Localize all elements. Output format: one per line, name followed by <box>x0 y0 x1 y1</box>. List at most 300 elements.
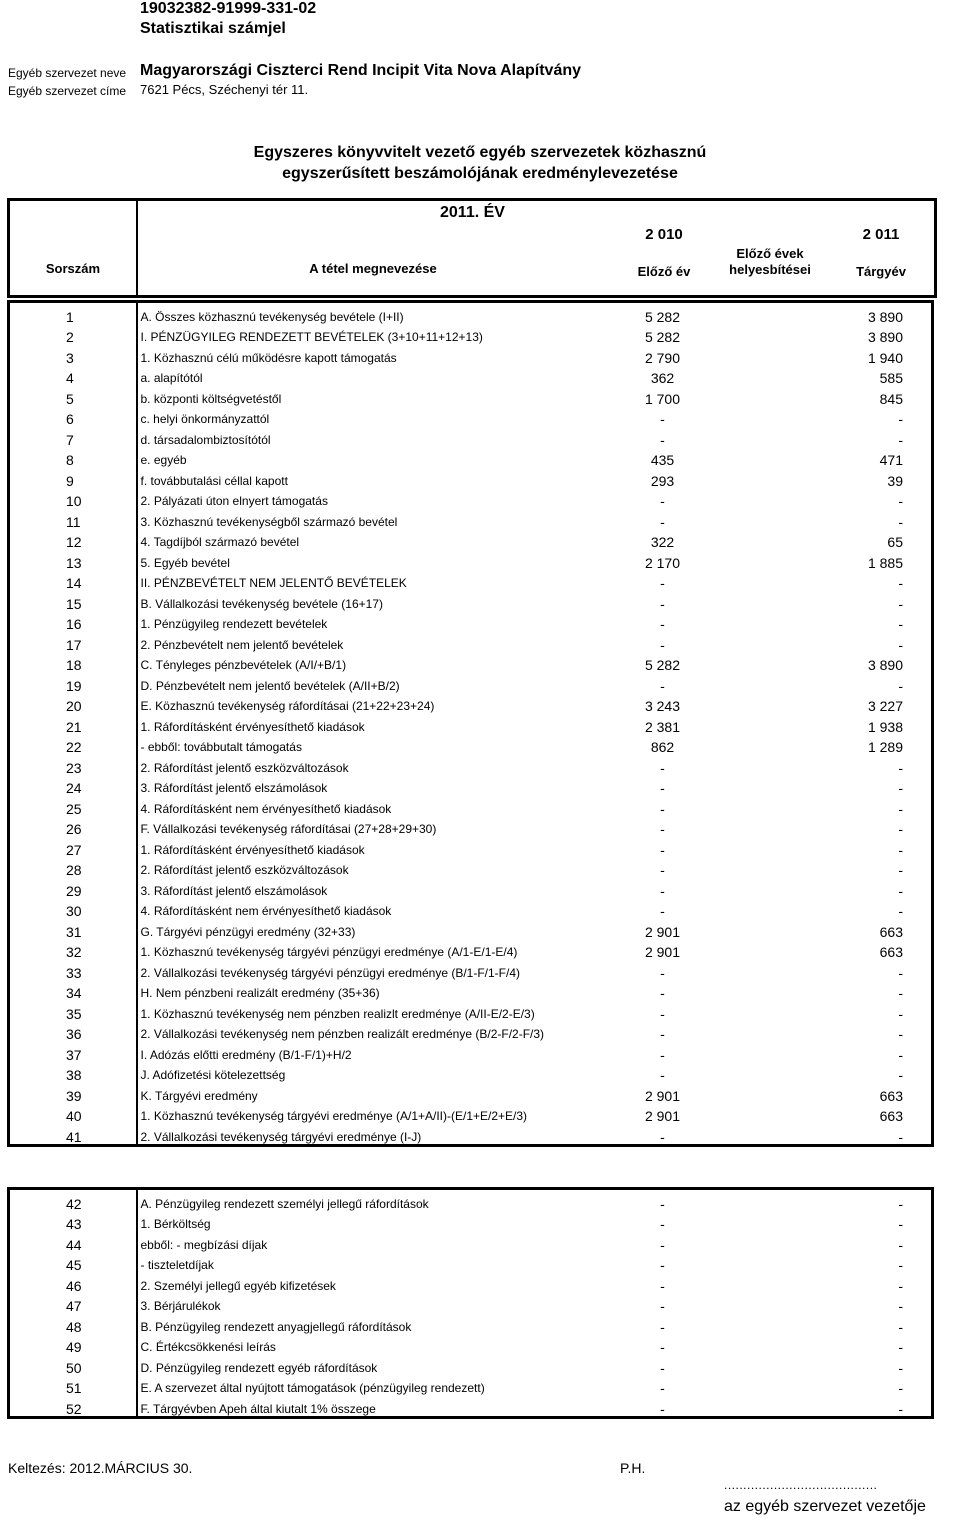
row-number: 34 <box>9 980 137 1001</box>
table-row <box>9 693 933 714</box>
row-current-value: - <box>898 759 903 776</box>
org-name-label: Egyéb szervezet neve <box>8 66 127 80</box>
row-current-value: 3 890 <box>867 329 903 345</box>
row-label: G. Tárgyévi pénzügyi eredmény (32+33) <box>140 924 356 939</box>
table-row <box>9 754 933 775</box>
row-number: 52 <box>9 1395 137 1417</box>
row-current-value: - <box>898 1046 903 1063</box>
table-row <box>9 344 933 365</box>
row-prev-value: - <box>660 1067 665 1083</box>
row-current-value: 65 <box>887 534 903 550</box>
row-correction-value <box>719 918 824 939</box>
row-correction-value <box>719 1395 824 1417</box>
row-label: 2. Pályázati úton elnyert támogatás <box>140 494 328 508</box>
table-row <box>9 980 933 1001</box>
row-correction-value <box>719 1375 824 1396</box>
row-current-value: - <box>898 1026 903 1042</box>
report-title-line1: Egyszeres könyvvitelt vezető egyéb szervezetek közhasznú <box>253 144 707 161</box>
row-number: 11 <box>9 508 137 529</box>
row-number: 3 <box>9 344 137 365</box>
row-correction-value <box>719 344 824 365</box>
row-prev-value: - <box>660 1128 665 1145</box>
row-number: 14 <box>9 570 137 591</box>
row-current-value: 1 289 <box>867 739 903 755</box>
row-number: 12 <box>9 529 137 550</box>
row-label: I. Adózás előtti eredmény (B/1-F/1)+H/2 <box>140 1047 352 1062</box>
row-correction-value <box>719 652 824 673</box>
row-prev-value: - <box>660 677 665 694</box>
row-number: 36 <box>9 1021 137 1042</box>
date-line: Keltezés: 2012.MÁRCIUS 30. <box>8 1460 193 1476</box>
table-row <box>9 898 933 919</box>
row-number: 13 <box>9 549 137 570</box>
row-correction-value <box>719 1062 824 1083</box>
row-current-value: 39 <box>887 472 903 489</box>
row-label: C. Értékcsökkenési leírás <box>140 1340 276 1354</box>
row-correction-value <box>719 980 824 1001</box>
row-prev-value: - <box>660 841 665 858</box>
row-current-value: 845 <box>879 390 903 407</box>
table-row <box>9 426 933 447</box>
row-current-value: - <box>898 1380 903 1396</box>
row-current-value: - <box>898 821 903 837</box>
row-correction-value <box>719 1041 824 1062</box>
row-correction-value <box>719 1334 824 1355</box>
org-name: Magyarországi Ciszterci Rend Incipit Vita Nova Alapítvány <box>140 62 582 79</box>
table-row <box>9 1062 933 1083</box>
table-row <box>9 302 933 324</box>
row-number: 23 <box>9 754 137 775</box>
table-row <box>9 1103 933 1124</box>
row-prev-value: 2 901 <box>644 923 681 940</box>
row-number: 5 <box>9 385 137 406</box>
row-number: 50 <box>9 1354 137 1375</box>
row-current-value: - <box>898 1195 903 1212</box>
row-number: 43 <box>9 1211 137 1232</box>
row-correction-value <box>719 734 824 755</box>
row-prev-value: 293 <box>650 472 675 489</box>
row-current-value: - <box>898 493 903 509</box>
header-divider <box>136 201 138 295</box>
row-number: 33 <box>9 959 137 980</box>
row-correction-value <box>719 488 824 509</box>
row-current-value: 1 938 <box>867 718 903 735</box>
report-title-line2: egyszerűsített beszámolójának eredménylevezetése <box>282 165 678 182</box>
row-correction-value <box>719 406 824 427</box>
row-number: 41 <box>9 1123 137 1145</box>
row-label: J. Adófizetési kötelezettség <box>140 1068 286 1082</box>
row-prev-value: - <box>660 1400 665 1417</box>
row-current-value: - <box>898 1277 903 1294</box>
row-correction-value <box>719 508 824 529</box>
row-label: 1. Ráfordításként érvényesíthető kiadások <box>140 842 365 857</box>
row-prev-value: - <box>660 903 665 919</box>
row-label: e. egyéb <box>140 453 187 467</box>
row-prev-value: 2 790 <box>644 349 681 366</box>
row-current-value: - <box>898 985 903 1001</box>
table-row <box>9 611 933 632</box>
row-number: 21 <box>9 713 137 734</box>
row-number: 30 <box>9 898 137 919</box>
row-label: 1. Közhasznú célú működésre kapott támogatás <box>140 350 397 365</box>
col-corr <box>715 246 825 278</box>
row-number: 31 <box>9 918 137 939</box>
row-current-value: - <box>898 964 903 981</box>
col-year-cur: 2 011 <box>862 226 900 243</box>
row-prev-value: 2 901 <box>644 944 681 960</box>
row-prev-value: - <box>660 1195 665 1212</box>
row-correction-value <box>719 1082 824 1103</box>
row-prev-value: 862 <box>650 739 675 755</box>
row-prev-value: - <box>660 1318 665 1335</box>
row-number: 9 <box>9 467 137 488</box>
table-row <box>9 549 933 570</box>
row-current-value: - <box>898 1128 903 1145</box>
row-correction-value <box>719 1000 824 1021</box>
row-number: 24 <box>9 775 137 796</box>
row-current-value: - <box>898 595 903 612</box>
row-label: 3. Ráfordítást jelentő elszámolások <box>140 883 328 898</box>
row-current-value: - <box>898 411 903 427</box>
row-prev-value: - <box>660 1005 665 1022</box>
row-correction-value <box>719 857 824 878</box>
row-correction-value <box>719 959 824 980</box>
row-correction-value <box>719 1313 824 1334</box>
row-label: H. Nem pénzbeni realizált eredmény (35+36) <box>140 986 380 1000</box>
row-number: 1 <box>9 302 137 324</box>
row-label: 1. Bérköltség <box>140 1217 211 1231</box>
row-correction-value <box>719 775 824 796</box>
row-number: 42 <box>9 1189 137 1211</box>
row-number: 28 <box>9 857 137 878</box>
row-number: 22 <box>9 734 137 755</box>
row-label: A. Összes közhasznú tevékenység bevétele (I+II) <box>140 309 404 324</box>
row-prev-value: - <box>660 964 665 981</box>
col-corr-line1: Előző évek <box>736 246 804 261</box>
col-cur: Tárgyév <box>856 264 906 279</box>
row-label: 2. Ráfordítást jelentő eszközváltozások <box>140 863 349 877</box>
row-current-value: - <box>898 1257 903 1273</box>
row-current-value: - <box>898 431 903 448</box>
row-prev-value: 322 <box>650 534 675 550</box>
row-label: C. Tényleges pénzbevételek (A/I/+B/1) <box>140 658 347 672</box>
row-label: - ebből: továbbutalt támogatás <box>140 740 302 754</box>
row-number: 49 <box>9 1334 137 1355</box>
row-current-value: - <box>898 575 903 591</box>
row-prev-value: 435 <box>650 452 675 468</box>
row-current-value: - <box>898 862 903 878</box>
year-heading: 2011. ÉV <box>440 204 505 221</box>
row-label: B. Pénzügyileg rendezett anyagjellegű ráfordítások <box>140 1319 412 1334</box>
table-row <box>9 1189 933 1211</box>
row-prev-value: - <box>660 411 665 427</box>
row-number: 25 <box>9 795 137 816</box>
table-row <box>9 590 933 611</box>
row-correction-value <box>719 1354 824 1375</box>
row-correction-value <box>719 1021 824 1042</box>
row-correction-value <box>719 385 824 406</box>
row-label: b. központi költségvetéstől <box>140 391 282 406</box>
row-label: c. helyi önkormányzattól <box>140 412 270 426</box>
row-current-value: - <box>898 1005 903 1022</box>
table-row <box>9 324 933 345</box>
table-row <box>9 877 933 898</box>
row-correction-value <box>719 1189 824 1211</box>
table-row <box>9 816 933 837</box>
row-label: 1. Pénzügyileg rendezett bevételek <box>140 617 328 631</box>
row-prev-value: - <box>660 780 665 796</box>
row-number: 7 <box>9 426 137 447</box>
col-sorszam: Sorszám <box>45 261 101 276</box>
row-current-value: - <box>898 513 903 530</box>
row-prev-value: - <box>660 800 665 817</box>
row-prev-value: 3 243 <box>644 698 681 714</box>
row-label: 2. Vállalkozási tevékenység tárgyévi pénzügyi eredménye (B/1-F/1-F/4) <box>140 965 521 980</box>
table-row <box>9 1082 933 1103</box>
row-label: E. A szervezet által nyújtott támogatások (pénzügyileg rendezett) <box>140 1381 485 1395</box>
row-correction-value <box>719 570 824 591</box>
table-row <box>9 385 933 406</box>
row-label: 1. Ráfordításként érvényesíthető kiadások <box>140 719 365 734</box>
row-prev-value: - <box>660 1216 665 1232</box>
row-label: - tiszteletdíjak <box>140 1258 214 1272</box>
row-prev-value: - <box>660 513 665 530</box>
row-prev-value: - <box>660 1277 665 1294</box>
table-row <box>9 1000 933 1021</box>
row-current-value: 663 <box>879 923 903 940</box>
row-prev-value: 2 901 <box>644 1087 681 1104</box>
row-number: 17 <box>9 631 137 652</box>
row-prev-value: - <box>660 1046 665 1063</box>
row-number: 15 <box>9 590 137 611</box>
row-label: 2. Vállalkozási tevékenység nem pénzben realizált eredménye (B/2-F/2-F/3) <box>140 1027 545 1041</box>
row-current-value: - <box>898 1236 903 1253</box>
table-row <box>9 529 933 550</box>
row-label: K. Tárgyévi eredmény <box>140 1088 258 1103</box>
table-row <box>9 1123 933 1145</box>
doc-type: Statisztikai számjel <box>140 20 286 37</box>
row-label: A. Pénzügyileg rendezett személyi jellegű ráfordítások <box>140 1196 429 1211</box>
row-correction-value <box>719 1272 824 1293</box>
row-label: 2. Pénzbevételt nem jelentő bevételek <box>140 637 344 652</box>
row-correction-value <box>719 1293 824 1314</box>
row-number: 48 <box>9 1313 137 1334</box>
row-correction-value <box>719 1211 824 1232</box>
row-prev-value: - <box>660 431 665 448</box>
row-prev-value: - <box>660 636 665 653</box>
row-number: 47 <box>9 1293 137 1314</box>
row-prev-value: - <box>660 1359 665 1376</box>
table-row <box>9 1252 933 1273</box>
row-prev-value: 5 282 <box>644 657 681 673</box>
row-label: 4. Tagdíjból származó bevétel <box>140 535 300 549</box>
row-prev-value: - <box>660 1257 665 1273</box>
row-number: 10 <box>9 488 137 509</box>
table-row <box>9 1231 933 1252</box>
row-number: 37 <box>9 1041 137 1062</box>
table-row <box>9 406 933 427</box>
row-current-value: - <box>898 1298 903 1314</box>
row-label: 1. Közhasznú tevékenység nem pénzben realizlt eredménye (A/II-E/2-E/3) <box>140 1006 535 1021</box>
row-correction-value <box>719 365 824 386</box>
row-number: 51 <box>9 1375 137 1396</box>
table-row <box>9 1395 933 1417</box>
row-current-value: - <box>898 677 903 694</box>
row-prev-value: - <box>660 821 665 837</box>
table-row <box>9 652 933 673</box>
row-current-value: - <box>898 1400 903 1417</box>
row-number: 4 <box>9 365 137 386</box>
stamp-label: P.H. <box>620 1460 646 1476</box>
row-label: 3. Közhasznú tevékenységből származó bevétel <box>140 514 398 529</box>
row-current-value: - <box>898 882 903 899</box>
row-correction-value <box>719 302 824 324</box>
row-prev-value: - <box>660 595 665 612</box>
table-row <box>9 447 933 468</box>
row-prev-value: - <box>660 493 665 509</box>
row-number: 44 <box>9 1231 137 1252</box>
row-current-value: 663 <box>879 944 903 960</box>
row-current-value: 3 890 <box>867 657 903 673</box>
row-prev-value: - <box>660 1236 665 1253</box>
row-label: ebből: - megbízási díjak <box>140 1237 268 1252</box>
row-prev-value: - <box>660 759 665 776</box>
expenses-table <box>7 1187 934 1419</box>
row-label: 2. Vállalkozási tevékenység tárgyévi eredménye (I-J) <box>140 1129 422 1144</box>
col-year-prev: 2 010 <box>645 226 683 243</box>
table-row <box>9 570 933 591</box>
col-tetel: A tétel megnevezése <box>309 261 437 276</box>
row-current-value: 1 885 <box>867 554 903 571</box>
row-current-value: 663 <box>879 1087 903 1104</box>
row-number: 45 <box>9 1252 137 1273</box>
row-correction-value <box>719 939 824 960</box>
row-current-value: 3 890 <box>867 308 903 325</box>
row-label: E. Közhasznú tevékenység ráfordításai (21+22+23+24) <box>140 699 435 713</box>
table-row <box>9 1211 933 1232</box>
row-label: 4. Ráfordításként nem érvényesíthető kiadások <box>140 801 392 816</box>
row-prev-value: - <box>660 575 665 591</box>
row-label: II. PÉNZBEVÉTELT NEM JELENTŐ BEVÉTELEK <box>140 576 407 590</box>
row-current-value: - <box>898 800 903 817</box>
row-label: 3. Ráfordítást jelentő elszámolások <box>140 781 328 795</box>
row-label: 5. Egyéb bevétel <box>140 555 230 570</box>
table-row <box>9 713 933 734</box>
row-current-value: 1 940 <box>867 349 903 366</box>
row-current-value: - <box>898 1339 903 1355</box>
row-number: 32 <box>9 939 137 960</box>
row-correction-value <box>719 836 824 857</box>
table-row <box>9 918 933 939</box>
row-correction-value <box>719 590 824 611</box>
row-correction-value <box>719 467 824 488</box>
row-current-value: 3 227 <box>867 698 903 714</box>
row-number: 2 <box>9 324 137 345</box>
row-correction-value <box>719 324 824 345</box>
row-label: 3. Bérjárulékok <box>140 1299 221 1313</box>
row-current-value: 471 <box>879 452 903 468</box>
row-number: 6 <box>9 406 137 427</box>
row-number: 8 <box>9 447 137 468</box>
row-current-value: - <box>898 841 903 858</box>
signer-title: az egyéb szervezet vezetője <box>724 1498 926 1515</box>
row-current-value: - <box>898 1067 903 1083</box>
org-address-label: Egyéb szervezet címe <box>8 84 127 98</box>
row-label: a. alapítótól <box>140 371 203 385</box>
col-corr-line2: helyesbítései <box>729 262 811 277</box>
table-row <box>9 857 933 878</box>
table-row <box>9 734 933 755</box>
row-label: I. PÉNZÜGYILEG RENDEZETT BEVÉTELEK (3+10+11+12+13) <box>140 330 483 344</box>
table-row <box>9 836 933 857</box>
row-correction-value <box>719 898 824 919</box>
row-number: 29 <box>9 877 137 898</box>
row-current-value: - <box>898 636 903 653</box>
row-prev-value: - <box>660 1339 665 1355</box>
org-address: 7621 Pécs, Széchenyi tér 11. <box>140 82 309 97</box>
row-correction-value <box>719 426 824 447</box>
row-prev-value: - <box>660 1026 665 1042</box>
row-number: 26 <box>9 816 137 837</box>
row-correction-value <box>719 754 824 775</box>
table-row <box>9 1021 933 1042</box>
row-correction-value <box>719 549 824 570</box>
row-current-value: - <box>898 1318 903 1335</box>
table-row <box>9 1041 933 1062</box>
row-current-value: - <box>898 1359 903 1376</box>
row-current-value: - <box>898 780 903 796</box>
row-number: 27 <box>9 836 137 857</box>
row-correction-value <box>719 1103 824 1124</box>
row-correction-value <box>719 1231 824 1252</box>
results-table <box>7 300 934 1147</box>
table-row <box>9 1313 933 1334</box>
row-label: 1. Közhasznú tevékenység tárgyévi pénzügyi eredménye (A/1-E/1-E/4) <box>140 945 518 959</box>
statistical-id: 19032382-91999-331-02 <box>140 0 317 17</box>
row-prev-value: 362 <box>650 370 675 386</box>
table-row <box>9 631 933 652</box>
row-label: D. Pénzügyileg rendezett egyéb ráfordítások <box>140 1360 378 1375</box>
column-header-box <box>7 198 937 298</box>
row-correction-value <box>719 1252 824 1273</box>
table-row <box>9 939 933 960</box>
row-prev-value: 2 170 <box>644 554 681 571</box>
row-label: F. Vállalkozási tevékenység ráfordításai (27+28+29+30) <box>140 822 437 836</box>
row-correction-value <box>719 816 824 837</box>
row-label: d. társadalombiztosítótól <box>140 432 271 447</box>
row-correction-value <box>719 447 824 468</box>
col-prev: Előző év <box>637 264 691 279</box>
row-current-value: 663 <box>879 1108 903 1124</box>
row-number: 20 <box>9 693 137 714</box>
row-correction-value <box>719 611 824 632</box>
row-label: 2. Ráfordítást jelentő eszközváltozások <box>140 760 349 775</box>
table-row <box>9 795 933 816</box>
row-current-value: 585 <box>879 370 903 386</box>
row-number: 16 <box>9 611 137 632</box>
table-row <box>9 959 933 980</box>
row-correction-value <box>719 529 824 550</box>
table-row <box>9 672 933 693</box>
row-prev-value: - <box>660 616 665 632</box>
row-prev-value: - <box>660 1380 665 1396</box>
row-label: B. Vállalkozási tevékenység bevétele (16+17) <box>140 596 383 611</box>
row-number: 46 <box>9 1272 137 1293</box>
row-label: F. Tárgyévben Apeh által kiutalt 1% összege <box>140 1401 376 1416</box>
row-prev-value: - <box>660 882 665 899</box>
table-row <box>9 775 933 796</box>
row-correction-value <box>719 693 824 714</box>
